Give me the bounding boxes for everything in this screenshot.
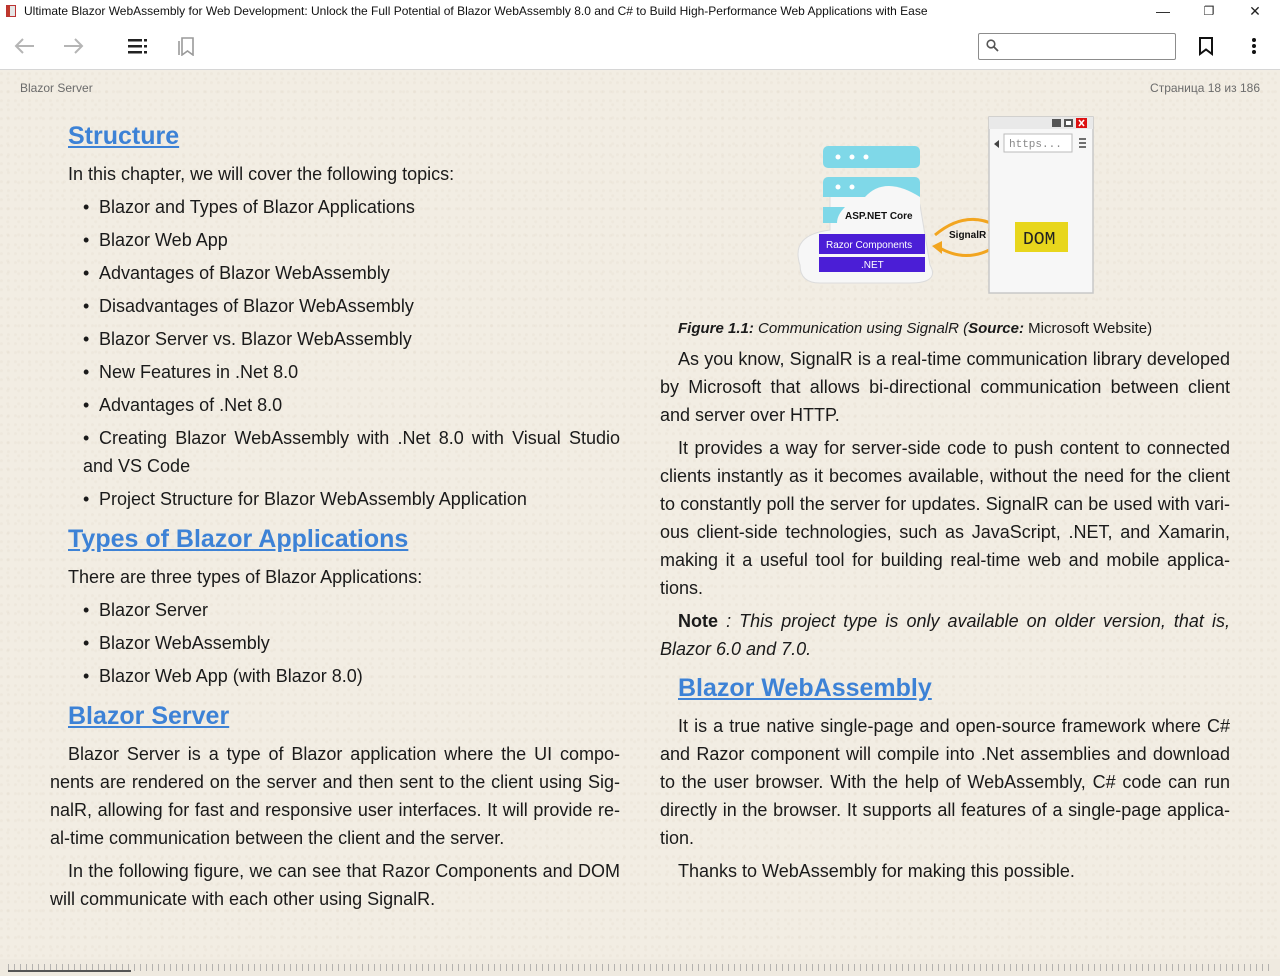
list-item-text: Advantages of Blazor WebAssembly (99, 263, 390, 283)
title-bar (0, 0, 1280, 22)
arrow-right-icon (62, 37, 84, 55)
list-item (50, 292, 620, 320)
types-heading[interactable]: Types of Blazor Applications (68, 525, 409, 553)
server-heading[interactable]: Blazor Server (68, 702, 230, 730)
toolbar (0, 22, 1280, 70)
list-item-text: Project Structure for Blazor WebAssembly Application (99, 489, 527, 509)
structure-intro: In this chapter, we will cover the following topics: (68, 164, 455, 184)
search-icon (986, 39, 999, 52)
caption-figure-number: Figure 1.1: (678, 320, 754, 337)
list-item-text: Disadvantages of Blazor WebAssembly (99, 296, 414, 316)
aspnet-core-label: ASP.NET Core (845, 211, 913, 222)
more-menu-button[interactable] (1244, 32, 1264, 60)
list-item (50, 596, 620, 624)
signalr-label: SignalR (949, 230, 987, 241)
topics-list (50, 193, 620, 513)
razor-components-label: Razor Components (826, 240, 913, 251)
types-list (50, 596, 620, 690)
reading-progress-bar[interactable] (0, 959, 1280, 976)
more-vertical-icon (1251, 37, 1257, 55)
signalr-figure (790, 115, 1100, 300)
forward-button[interactable] (60, 32, 86, 60)
toc-list-icon (127, 37, 149, 55)
list-item-text: Blazor and Types of Blazor Applications (99, 197, 415, 217)
list-item (50, 193, 620, 221)
list-item-text: Blazor Web App (with Blazor 8.0) (99, 666, 363, 686)
list-item-text: New Features in .Net 8.0 (99, 362, 299, 382)
figure-caption (678, 318, 1230, 340)
reading-page (0, 71, 1280, 959)
server-paragraph-1: Blazor Server is a type of Blazor application where the UI components are rendered on the server and then sent to the client using SignalR, allowing for fast and responsive user interfaces. It will provide real-time communication between the client and the server. (50, 744, 620, 848)
list-item (50, 226, 620, 254)
back-button[interactable] (12, 32, 38, 60)
address-bar-url: https... (1009, 139, 1062, 151)
signalr-paragraph-1: As you know, SignalR is a real-time communication library developed by Microsoft that allows bi-directional communication between client and server over HTTP. (660, 349, 1230, 425)
list-item (50, 391, 620, 419)
maximize-button[interactable]: ❐ (1203, 4, 1215, 18)
window-title: Ultimate Blazor WebAssembly for Web Development: Unlock the Full Potential of Blazor WebAssembly 8.0 and C# to Build High-Performance Web Applications with Ease (24, 4, 928, 18)
list-item (50, 358, 620, 386)
list-item (50, 629, 620, 657)
list-item-text: Blazor WebAssembly (99, 633, 270, 653)
list-item (50, 485, 620, 513)
bookmark-icon (1198, 36, 1214, 56)
bookmarks-list-button[interactable] (174, 32, 198, 60)
signalr-diagram (790, 115, 1100, 300)
bookmarks-icon (176, 36, 196, 56)
webassembly-paragraph-1: It is a true native single-page and open-source framework where C# and Razor component will compile into .Net assemblies and download to the user browser. With the help of WebAssembly, C# code can run directly in the browser. It supports all features of a single-page application. (660, 716, 1230, 848)
list-item (50, 424, 620, 480)
dom-label: DOM (1023, 230, 1056, 250)
table-of-contents-button[interactable] (126, 32, 150, 60)
list-item (50, 259, 620, 287)
structure-heading[interactable]: Structure (68, 122, 180, 150)
list-item-text: Blazor Server vs. Blazor WebAssembly (99, 329, 412, 349)
list-item-text: Creating Blazor WebAssembly with .Net 8.0 with Visual Studio and VS Code (83, 428, 620, 476)
note-paragraph (660, 607, 1230, 663)
arrow-left-icon (14, 37, 36, 55)
app-icon (6, 5, 16, 17)
close-button[interactable]: ✕ (1249, 2, 1261, 19)
running-header: Blazor Server (20, 81, 93, 95)
right-column (660, 318, 1230, 890)
list-item (50, 325, 620, 353)
browser-minimize-icon (1052, 119, 1061, 127)
caption-source: Microsoft Website) (1023, 320, 1153, 337)
caption-text: Communication using SignalR ( (753, 320, 969, 337)
list-item (50, 662, 620, 690)
caption-source-label: Source: (968, 320, 1024, 337)
note-text: : This project type is only available on older version, that is, Blazor 6.0 and 7.0. (660, 611, 1230, 659)
search-input[interactable] (1003, 37, 1171, 56)
progress-track[interactable] (8, 964, 1272, 971)
list-item-text: Advantages of .Net 8.0 (99, 395, 283, 415)
list-item-text: Blazor Server (99, 600, 209, 620)
left-column (50, 116, 620, 918)
signalr-paragraph-2: It provides a way for server-side code to push content to connected clients instantly as it becomes available, without the need for the client to constantly poll the server for updates. SignalR can be used with various client-side technologies, such as JavaScript, .NET, and Xamarin, making it a useful tool for building real-time web and mobile applications. (660, 438, 1230, 598)
page-indicator: Страница 18 из 186 (1150, 81, 1260, 95)
minimize-button[interactable]: — (1156, 3, 1170, 19)
net-label: .NET (861, 260, 884, 271)
list-item-text: Blazor Web App (99, 230, 228, 250)
progress-fill (8, 963, 131, 972)
search-field[interactable] (978, 33, 1176, 60)
note-label: Note (678, 611, 718, 631)
webassembly-paragraph-2: Thanks to WebAssembly for making this possible. (678, 861, 1075, 881)
webassembly-heading[interactable]: Blazor WebAssembly (678, 674, 932, 702)
types-intro: There are three types of Blazor Applications: (68, 567, 423, 587)
add-bookmark-button[interactable] (1194, 32, 1218, 60)
server-paragraph-2: In the following figure, we can see that Razor Components and DOM will communicate with each other using SignalR. (50, 861, 620, 909)
